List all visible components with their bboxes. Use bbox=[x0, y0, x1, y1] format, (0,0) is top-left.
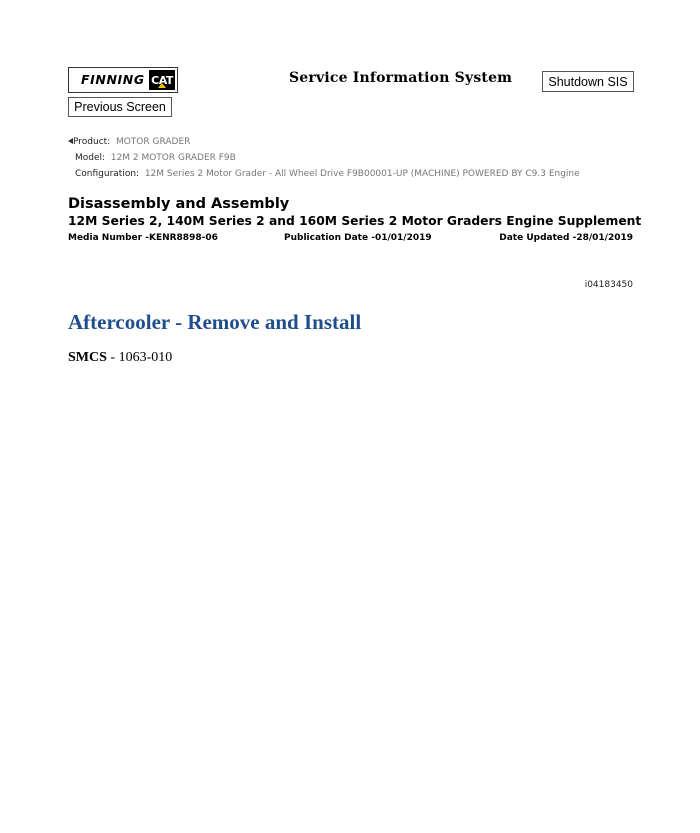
configuration-label: Configuration: bbox=[75, 169, 140, 179]
date-updated: Date Updated -28/01/2019 bbox=[499, 233, 633, 243]
document-subtitle: 12M Series 2, 140M Series 2 and 160M Series 2 Motor Graders Engine Supplement bbox=[68, 214, 642, 228]
system-title: Service Information System bbox=[289, 70, 513, 86]
model-row bbox=[75, 153, 236, 163]
smcs-code bbox=[68, 350, 172, 366]
previous-screen-button[interactable]: Previous Screen bbox=[68, 97, 172, 117]
product-value: MOTOR GRADER bbox=[115, 137, 191, 147]
model-label: Model: bbox=[75, 153, 106, 163]
finning-cat-logo bbox=[68, 67, 178, 93]
cat-triangle-icon bbox=[158, 83, 166, 88]
finning-logo-text: FINNING bbox=[81, 71, 145, 87]
publication-date: Publication Date -01/01/2019 bbox=[284, 233, 432, 243]
document-title: Disassembly and Assembly bbox=[68, 196, 290, 212]
configuration-value: 12M Series 2 Motor Grader - All Wheel Drive F9B00001-UP (MACHINE) POWERED BY C9.3 Engine bbox=[144, 169, 580, 179]
smcs-separator: - bbox=[106, 350, 119, 365]
cat-logo-text: CAT bbox=[151, 73, 173, 87]
section-title: Aftercooler - Remove and Install bbox=[68, 310, 362, 334]
document-id: i04183450 bbox=[584, 280, 633, 290]
product-label: Product: bbox=[73, 137, 111, 147]
media-number: Media Number -KENR8898-06 bbox=[68, 233, 218, 243]
smcs-label: SMCS bbox=[68, 350, 107, 365]
smcs-value: 1063-010 bbox=[118, 350, 173, 365]
shutdown-sis-button[interactable]: Shutdown SIS bbox=[542, 71, 634, 92]
model-value: 12M 2 MOTOR GRADER F9B bbox=[110, 153, 236, 163]
cat-logo bbox=[149, 70, 175, 90]
product-row bbox=[68, 137, 190, 147]
configuration-row bbox=[75, 169, 580, 179]
